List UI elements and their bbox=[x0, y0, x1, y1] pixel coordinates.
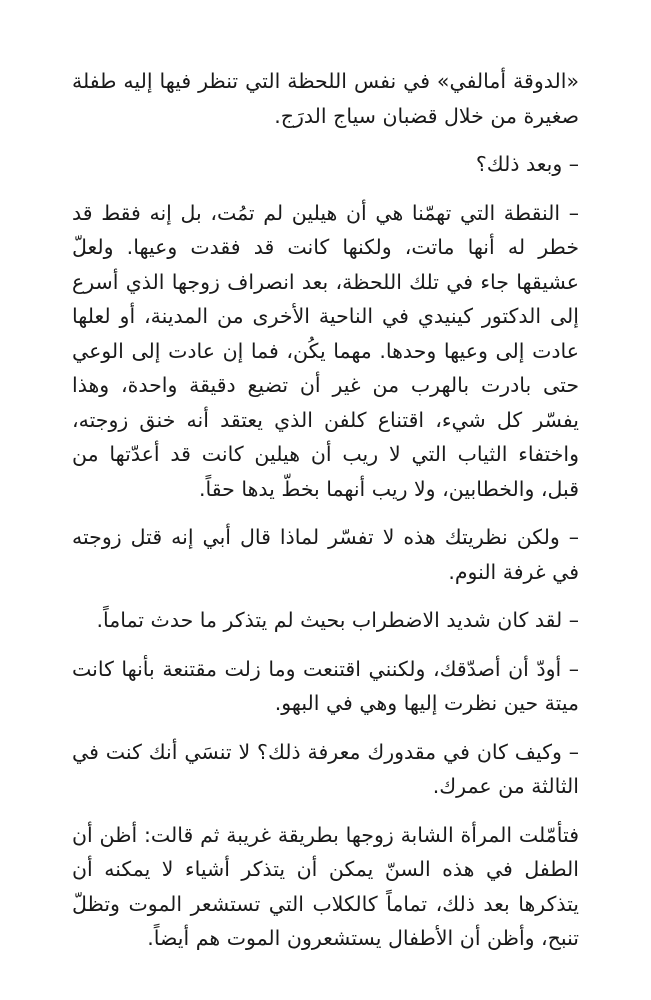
paragraph-4: – ولكن نظريتك هذه لا تفسّر لماذا قال أبي إنه قتل زوجته في غرفة النوم. bbox=[72, 525, 579, 584]
paragraph-6: – أودّ أن أصدّقك، ولكنني اقتنعت وما زلت مقتنعة بأنها كانت ميتة حين نظرت إليها وهي في البهو. bbox=[72, 656, 579, 715]
paragraph-5: – لقد كان شديد الاضطراب بحيث لم يتذكر ما حدث تماماً. bbox=[96, 608, 579, 632]
paragraph-3: – النقطة التي تهمّنا هي أن هيلين لم تمُت، بل إنه فقط قد خطر له أنها ماتت، ولكنها كانت قد فقدت وعيها. ولعلّ عشيقها جاء في تلك اللحظة، بعد انصراف زوجها الذي أسرع إلى الدكتور كينيدي في الناحية الأخرى من المدينة، أو لعلها عادت إلى وعيها وحدها. مهما يكُن، فما إن عادت إلى الوعي حتى بادرت بالهرب من غير أن تضيع دقيقة واحدة، وهذا يفسّر كل شيء، اقتناع كلفن الذي يعتقد أنه خنق زوجته، واختفاء الثياب التي لا ريب أن هيلين كانت قد أعدّتها من قبل، والخطابين، ولا ريب أنهما بخطّ يدها حقاً. bbox=[72, 200, 579, 501]
book-page bbox=[72, 64, 579, 970]
paragraph-7: – وكيف كان في مقدورك معرفة ذلك؟ لا تنسَي أنك كنت في الثالثة من عمرك. bbox=[72, 739, 579, 798]
paragraph-2: – وبعد ذلك؟ bbox=[475, 152, 579, 176]
paragraph-8: فتأمّلت المرأة الشابة زوجها بطريقة غريبة ثم قالت: أظن أن الطفل في هذه السنّ يمكن أن يتذكر أشياء لا يمكنه أن يتذكرها بعد ذلك، تماماً كالكلاب التي تستشعر الموت وتظلّ تنبح، وأظن أن الأطفال يستشعرون الموت هم أيضاً. bbox=[72, 822, 579, 950]
paragraph-1: «الدوقة أمالفي» في نفس اللحظة التي تنظر فيها إليه طفلة صغيرة من خلال قضبان سياج الدرَج. bbox=[72, 69, 579, 128]
